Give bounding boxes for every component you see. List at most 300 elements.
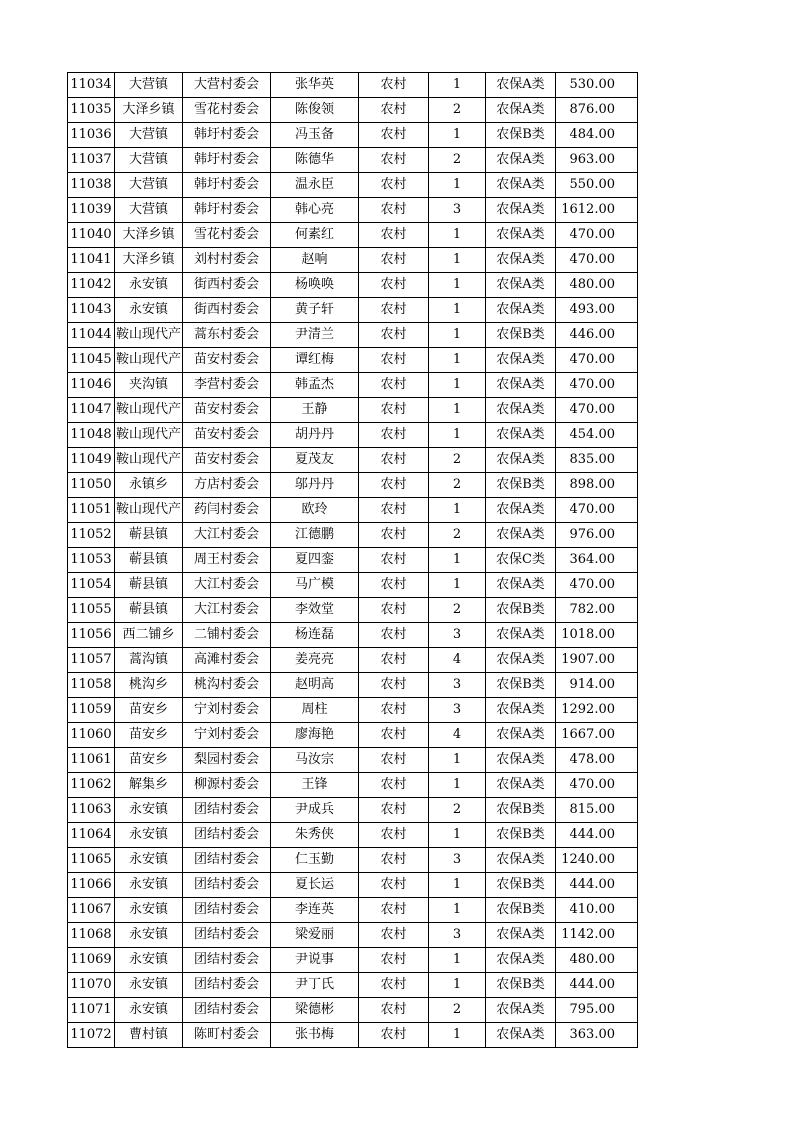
household-type-cell: 农村	[359, 348, 429, 373]
amount-cell: 484.00	[556, 123, 638, 148]
member-count-cell: 3	[429, 923, 486, 948]
record-id-cell: 11051	[68, 498, 115, 523]
insurance-class-cell: 农保A类	[486, 723, 556, 748]
town-cell: 蕲县镇	[115, 548, 183, 573]
village-cell: 大江村委会	[183, 598, 271, 623]
village-cell: 团结村委会	[183, 973, 271, 998]
town-cell: 大泽乡镇	[115, 223, 183, 248]
town-cell: 永安镇	[115, 848, 183, 873]
member-count-cell: 4	[429, 648, 486, 673]
insurance-class-cell: 农保A类	[486, 173, 556, 198]
member-count-cell: 2	[429, 98, 486, 123]
name-cell: 张华英	[271, 73, 359, 98]
insurance-class-cell: 农保B类	[486, 823, 556, 848]
records-table	[67, 72, 638, 1048]
town-cell: 永安镇	[115, 798, 183, 823]
village-cell: 蒿东村委会	[183, 323, 271, 348]
table-row	[68, 198, 638, 223]
amount-cell: 444.00	[556, 823, 638, 848]
village-cell: 韩圩村委会	[183, 198, 271, 223]
town-cell: 大营镇	[115, 173, 183, 198]
record-id-cell: 11053	[68, 548, 115, 573]
household-type-cell: 农村	[359, 673, 429, 698]
village-cell: 大营村委会	[183, 73, 271, 98]
member-count-cell: 3	[429, 848, 486, 873]
amount-cell: 470.00	[556, 573, 638, 598]
amount-cell: 444.00	[556, 873, 638, 898]
household-type-cell: 农村	[359, 823, 429, 848]
member-count-cell: 1	[429, 973, 486, 998]
member-count-cell: 2	[429, 598, 486, 623]
member-count-cell: 1	[429, 873, 486, 898]
town-cell: 永镇乡	[115, 473, 183, 498]
village-cell: 宁刘村委会	[183, 723, 271, 748]
household-type-cell: 农村	[359, 923, 429, 948]
record-id-cell: 11064	[68, 823, 115, 848]
record-id-cell: 11041	[68, 248, 115, 273]
name-cell: 夏四銮	[271, 548, 359, 573]
record-id-cell: 11048	[68, 423, 115, 448]
table-row	[68, 473, 638, 498]
insurance-class-cell: 农保A类	[486, 198, 556, 223]
amount-cell: 470.00	[556, 248, 638, 273]
name-cell: 胡丹丹	[271, 423, 359, 448]
town-cell: 苗安乡	[115, 748, 183, 773]
town-cell: 大营镇	[115, 123, 183, 148]
member-count-cell: 2	[429, 448, 486, 473]
name-cell: 温永臣	[271, 173, 359, 198]
member-count-cell: 3	[429, 673, 486, 698]
member-count-cell: 1	[429, 548, 486, 573]
amount-cell: 963.00	[556, 148, 638, 173]
insurance-class-cell: 农保B类	[486, 973, 556, 998]
household-type-cell: 农村	[359, 623, 429, 648]
village-cell: 苗安村委会	[183, 348, 271, 373]
amount-cell: 470.00	[556, 223, 638, 248]
village-cell: 团结村委会	[183, 823, 271, 848]
town-cell: 夹沟镇	[115, 373, 183, 398]
record-id-cell: 11065	[68, 848, 115, 873]
member-count-cell: 1	[429, 748, 486, 773]
name-cell: 韩孟杰	[271, 373, 359, 398]
amount-cell: 815.00	[556, 798, 638, 823]
table-row	[68, 948, 638, 973]
town-cell: 苗安乡	[115, 698, 183, 723]
village-cell: 大江村委会	[183, 573, 271, 598]
member-count-cell: 2	[429, 523, 486, 548]
table-row	[68, 1023, 638, 1048]
member-count-cell: 1	[429, 73, 486, 98]
insurance-class-cell: 农保A类	[486, 223, 556, 248]
record-id-cell: 11050	[68, 473, 115, 498]
household-type-cell: 农村	[359, 373, 429, 398]
member-count-cell: 1	[429, 173, 486, 198]
town-cell: 西二铺乡	[115, 623, 183, 648]
household-type-cell: 农村	[359, 1023, 429, 1048]
village-cell: 宁刘村委会	[183, 698, 271, 723]
household-type-cell: 农村	[359, 798, 429, 823]
amount-cell: 478.00	[556, 748, 638, 773]
record-id-cell: 11046	[68, 373, 115, 398]
insurance-class-cell: 农保B类	[486, 123, 556, 148]
table-row	[68, 798, 638, 823]
insurance-class-cell: 农保A类	[486, 923, 556, 948]
name-cell: 尹丁氏	[271, 973, 359, 998]
table-row	[68, 823, 638, 848]
name-cell: 黄子轩	[271, 298, 359, 323]
record-id-cell: 11052	[68, 523, 115, 548]
village-cell: 苗安村委会	[183, 398, 271, 423]
household-type-cell: 农村	[359, 648, 429, 673]
household-type-cell: 农村	[359, 873, 429, 898]
table-row	[68, 723, 638, 748]
town-cell: 大营镇	[115, 73, 183, 98]
member-count-cell: 1	[429, 248, 486, 273]
name-cell: 何素红	[271, 223, 359, 248]
household-type-cell: 农村	[359, 498, 429, 523]
amount-cell: 480.00	[556, 948, 638, 973]
insurance-class-cell: 农保A类	[486, 148, 556, 173]
records-table-body	[68, 73, 638, 1048]
town-cell: 大营镇	[115, 148, 183, 173]
table-row	[68, 673, 638, 698]
amount-cell: 1292.00	[556, 698, 638, 723]
table-row	[68, 448, 638, 473]
record-id-cell: 11040	[68, 223, 115, 248]
town-cell: 蕲县镇	[115, 573, 183, 598]
member-count-cell: 1	[429, 273, 486, 298]
name-cell: 马汝宗	[271, 748, 359, 773]
member-count-cell: 1	[429, 823, 486, 848]
member-count-cell: 1	[429, 498, 486, 523]
record-id-cell: 11044	[68, 323, 115, 348]
town-cell: 永安镇	[115, 873, 183, 898]
name-cell: 欧玲	[271, 498, 359, 523]
household-type-cell: 农村	[359, 548, 429, 573]
name-cell: 冯玉备	[271, 123, 359, 148]
town-cell: 鞍山现代产	[115, 423, 183, 448]
table-row	[68, 848, 638, 873]
table-row	[68, 923, 638, 948]
amount-cell: 480.00	[556, 273, 638, 298]
household-type-cell: 农村	[359, 848, 429, 873]
amount-cell: 1667.00	[556, 723, 638, 748]
table-row	[68, 973, 638, 998]
town-cell: 桃沟乡	[115, 673, 183, 698]
record-id-cell: 11059	[68, 698, 115, 723]
household-type-cell: 农村	[359, 98, 429, 123]
table-row	[68, 598, 638, 623]
table-row	[68, 573, 638, 598]
insurance-class-cell: 农保A类	[486, 423, 556, 448]
amount-cell: 550.00	[556, 173, 638, 198]
name-cell: 尹说事	[271, 948, 359, 973]
member-count-cell: 1	[429, 348, 486, 373]
member-count-cell: 4	[429, 723, 486, 748]
table-row	[68, 548, 638, 573]
name-cell: 廖海艳	[271, 723, 359, 748]
table-row	[68, 123, 638, 148]
town-cell: 大泽乡镇	[115, 248, 183, 273]
table-row	[68, 323, 638, 348]
name-cell: 仁玉勤	[271, 848, 359, 873]
record-id-cell: 11062	[68, 773, 115, 798]
name-cell: 张书梅	[271, 1023, 359, 1048]
household-type-cell: 农村	[359, 698, 429, 723]
record-id-cell: 11038	[68, 173, 115, 198]
town-cell: 鞍山现代产	[115, 448, 183, 473]
record-id-cell: 11060	[68, 723, 115, 748]
household-type-cell: 农村	[359, 998, 429, 1023]
record-id-cell: 11069	[68, 948, 115, 973]
amount-cell: 1907.00	[556, 648, 638, 673]
amount-cell: 876.00	[556, 98, 638, 123]
record-id-cell: 11061	[68, 748, 115, 773]
household-type-cell: 农村	[359, 973, 429, 998]
village-cell: 街西村委会	[183, 273, 271, 298]
record-id-cell: 11057	[68, 648, 115, 673]
table-row	[68, 148, 638, 173]
table-row	[68, 173, 638, 198]
member-count-cell: 1	[429, 423, 486, 448]
table-row	[68, 273, 638, 298]
amount-cell: 898.00	[556, 473, 638, 498]
insurance-class-cell: 农保C类	[486, 548, 556, 573]
member-count-cell: 3	[429, 198, 486, 223]
name-cell: 夏长运	[271, 873, 359, 898]
insurance-class-cell: 农保A类	[486, 773, 556, 798]
amount-cell: 1142.00	[556, 923, 638, 948]
village-cell: 周王村委会	[183, 548, 271, 573]
amount-cell: 470.00	[556, 498, 638, 523]
town-cell: 苗安乡	[115, 723, 183, 748]
household-type-cell: 农村	[359, 773, 429, 798]
town-cell: 永安镇	[115, 998, 183, 1023]
amount-cell: 444.00	[556, 973, 638, 998]
record-id-cell: 11047	[68, 398, 115, 423]
name-cell: 王静	[271, 398, 359, 423]
household-type-cell: 农村	[359, 723, 429, 748]
insurance-class-cell: 农保A类	[486, 373, 556, 398]
table-row	[68, 348, 638, 373]
insurance-class-cell: 农保A类	[486, 698, 556, 723]
insurance-class-cell: 农保A类	[486, 298, 556, 323]
amount-cell: 530.00	[556, 73, 638, 98]
insurance-class-cell: 农保A类	[486, 398, 556, 423]
amount-cell: 364.00	[556, 548, 638, 573]
name-cell: 江德鹏	[271, 523, 359, 548]
record-id-cell: 11066	[68, 873, 115, 898]
insurance-class-cell: 农保B类	[486, 898, 556, 923]
town-cell: 永安镇	[115, 823, 183, 848]
name-cell: 周柱	[271, 698, 359, 723]
village-cell: 苗安村委会	[183, 423, 271, 448]
village-cell: 团结村委会	[183, 998, 271, 1023]
household-type-cell: 农村	[359, 423, 429, 448]
record-id-cell: 11034	[68, 73, 115, 98]
amount-cell: 914.00	[556, 673, 638, 698]
amount-cell: 410.00	[556, 898, 638, 923]
name-cell: 李效堂	[271, 598, 359, 623]
table-row	[68, 248, 638, 273]
record-id-cell: 11063	[68, 798, 115, 823]
village-cell: 高滩村委会	[183, 648, 271, 673]
name-cell: 马广模	[271, 573, 359, 598]
village-cell: 梨园村委会	[183, 748, 271, 773]
amount-cell: 795.00	[556, 998, 638, 1023]
record-id-cell: 11042	[68, 273, 115, 298]
town-cell: 蒿沟镇	[115, 648, 183, 673]
table-row	[68, 98, 638, 123]
table-row	[68, 998, 638, 1023]
amount-cell: 454.00	[556, 423, 638, 448]
member-count-cell: 3	[429, 698, 486, 723]
member-count-cell: 1	[429, 573, 486, 598]
village-cell: 刘村村委会	[183, 248, 271, 273]
table-row	[68, 873, 638, 898]
record-id-cell: 11045	[68, 348, 115, 373]
town-cell: 永安镇	[115, 898, 183, 923]
table-row	[68, 223, 638, 248]
record-id-cell: 11035	[68, 98, 115, 123]
table-row	[68, 898, 638, 923]
name-cell: 朱秀侠	[271, 823, 359, 848]
amount-cell: 470.00	[556, 773, 638, 798]
town-cell: 鞍山现代产	[115, 498, 183, 523]
name-cell: 杨连磊	[271, 623, 359, 648]
village-cell: 韩圩村委会	[183, 123, 271, 148]
village-cell: 大江村委会	[183, 523, 271, 548]
town-cell: 蕲县镇	[115, 523, 183, 548]
member-count-cell: 1	[429, 398, 486, 423]
village-cell: 韩圩村委会	[183, 173, 271, 198]
insurance-class-cell: 农保A类	[486, 1023, 556, 1048]
record-id-cell: 11036	[68, 123, 115, 148]
household-type-cell: 农村	[359, 898, 429, 923]
household-type-cell: 农村	[359, 598, 429, 623]
name-cell: 杨唤唤	[271, 273, 359, 298]
insurance-class-cell: 农保A类	[486, 98, 556, 123]
record-id-cell: 11068	[68, 923, 115, 948]
table-row	[68, 73, 638, 98]
insurance-class-cell: 农保A类	[486, 348, 556, 373]
household-type-cell: 农村	[359, 123, 429, 148]
member-count-cell: 1	[429, 123, 486, 148]
member-count-cell: 1	[429, 323, 486, 348]
name-cell: 陈德华	[271, 148, 359, 173]
table-row	[68, 423, 638, 448]
household-type-cell: 农村	[359, 148, 429, 173]
record-id-cell: 11037	[68, 148, 115, 173]
insurance-class-cell: 农保B类	[486, 673, 556, 698]
name-cell: 梁爱丽	[271, 923, 359, 948]
member-count-cell: 1	[429, 898, 486, 923]
household-type-cell: 农村	[359, 173, 429, 198]
insurance-class-cell: 农保A类	[486, 273, 556, 298]
insurance-class-cell: 农保A类	[486, 573, 556, 598]
insurance-class-cell: 农保A类	[486, 498, 556, 523]
village-cell: 团结村委会	[183, 848, 271, 873]
table-row	[68, 748, 638, 773]
town-cell: 蕲县镇	[115, 598, 183, 623]
household-type-cell: 农村	[359, 223, 429, 248]
village-cell: 桃沟村委会	[183, 673, 271, 698]
village-cell: 团结村委会	[183, 798, 271, 823]
amount-cell: 1612.00	[556, 198, 638, 223]
amount-cell: 363.00	[556, 1023, 638, 1048]
member-count-cell: 1	[429, 373, 486, 398]
table-row	[68, 698, 638, 723]
table-row	[68, 498, 638, 523]
insurance-class-cell: 农保B类	[486, 323, 556, 348]
member-count-cell: 1	[429, 1023, 486, 1048]
table-row	[68, 648, 638, 673]
table-row	[68, 523, 638, 548]
village-cell: 韩圩村委会	[183, 148, 271, 173]
name-cell: 尹清兰	[271, 323, 359, 348]
insurance-class-cell: 农保B类	[486, 598, 556, 623]
name-cell: 谭红梅	[271, 348, 359, 373]
member-count-cell: 2	[429, 473, 486, 498]
table-row	[68, 623, 638, 648]
table-row	[68, 373, 638, 398]
record-id-cell: 11049	[68, 448, 115, 473]
record-id-cell: 11072	[68, 1023, 115, 1048]
insurance-class-cell: 农保B类	[486, 873, 556, 898]
amount-cell: 1240.00	[556, 848, 638, 873]
record-id-cell: 11070	[68, 973, 115, 998]
town-cell: 鞍山现代产	[115, 348, 183, 373]
household-type-cell: 农村	[359, 748, 429, 773]
member-count-cell: 3	[429, 623, 486, 648]
record-id-cell: 11056	[68, 623, 115, 648]
amount-cell: 835.00	[556, 448, 638, 473]
member-count-cell: 2	[429, 148, 486, 173]
household-type-cell: 农村	[359, 948, 429, 973]
town-cell: 永安镇	[115, 298, 183, 323]
village-cell: 柳源村委会	[183, 773, 271, 798]
village-cell: 街西村委会	[183, 298, 271, 323]
insurance-class-cell: 农保A类	[486, 523, 556, 548]
village-cell: 雪花村委会	[183, 98, 271, 123]
member-count-cell: 1	[429, 223, 486, 248]
village-cell: 方店村委会	[183, 473, 271, 498]
member-count-cell: 1	[429, 773, 486, 798]
insurance-class-cell: 农保A类	[486, 848, 556, 873]
record-id-cell: 11054	[68, 573, 115, 598]
household-type-cell: 农村	[359, 398, 429, 423]
household-type-cell: 农村	[359, 573, 429, 598]
name-cell: 赵明高	[271, 673, 359, 698]
household-type-cell: 农村	[359, 198, 429, 223]
insurance-class-cell: 农保A类	[486, 998, 556, 1023]
village-cell: 陈町村委会	[183, 1023, 271, 1048]
village-cell: 团结村委会	[183, 873, 271, 898]
name-cell: 李连英	[271, 898, 359, 923]
member-count-cell: 1	[429, 948, 486, 973]
village-cell: 团结村委会	[183, 923, 271, 948]
village-cell: 苗安村委会	[183, 448, 271, 473]
insurance-class-cell: 农保A类	[486, 623, 556, 648]
amount-cell: 493.00	[556, 298, 638, 323]
amount-cell: 470.00	[556, 348, 638, 373]
amount-cell: 976.00	[556, 523, 638, 548]
village-cell: 团结村委会	[183, 948, 271, 973]
insurance-class-cell: 农保A类	[486, 448, 556, 473]
amount-cell: 470.00	[556, 398, 638, 423]
table-row	[68, 398, 638, 423]
village-cell: 雪花村委会	[183, 223, 271, 248]
